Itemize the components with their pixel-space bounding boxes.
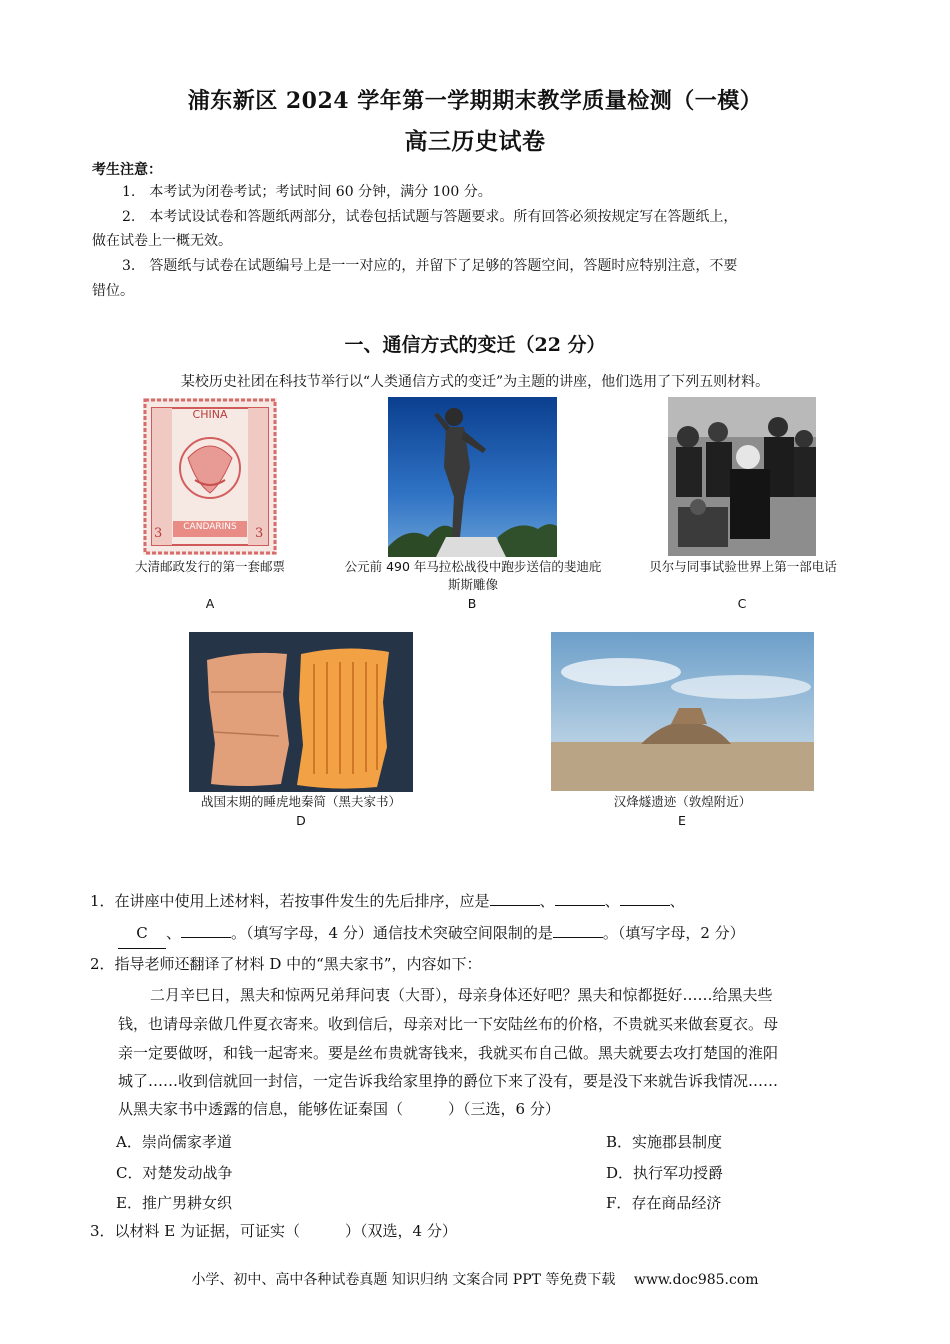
- question-1-sep: 、: [604, 892, 620, 910]
- note-item-3a: 3. 答题纸与试卷在试题编号上是一一对应的，并留下了足够的答题空间，答题时应特别注意，不要: [122, 258, 738, 274]
- option-e[interactable]: E．推广男耕女织: [116, 1194, 232, 1212]
- note-item-2a: 2. 本考试设试卷和答题纸两部分，试卷包括试题与答题要求。所有回答必须按规定写在答题纸上，: [122, 209, 738, 225]
- question-2-stem: 2．指导老师还翻译了材料 D 中的“黑夫家书”，内容如下：: [90, 955, 482, 973]
- answer-blank-2[interactable]: [555, 889, 605, 906]
- answer-blank-6[interactable]: [553, 921, 603, 938]
- stamp-bottom-text: CANDARINS: [183, 522, 237, 532]
- question-1-line1: [90, 886, 890, 916]
- question-2-letter-p4: 城了……收到信就回一封信，一定告诉我给家里挣的爵位下来了没有，要是没下来就告诉我情况……: [118, 1072, 779, 1090]
- notes-heading: 考生注意：: [92, 162, 162, 178]
- caption-d: 战国末期的睡虎地秦简（黑夫家书）: [200, 794, 401, 809]
- statue-image: [388, 397, 557, 557]
- note-item-3b: 错位。: [92, 283, 134, 299]
- caption-c: 贝尔与同事试验世界上第一部电话: [649, 559, 837, 574]
- note-item-1: 1. 本考试为闭卷考试；考试时间 60 分钟，满分 100 分。: [122, 184, 492, 200]
- answer-filled-c[interactable]: C: [118, 918, 166, 949]
- beacon-tower-image: [551, 632, 814, 791]
- question-2-letter-p2: 钱，也请母亲做几件夏衣寄来。收到信后，母亲对比一下安陆丝布的价格，不贵就买来做套夏衣。母: [118, 1015, 779, 1033]
- option-b[interactable]: B．实施郡县制度: [606, 1133, 723, 1151]
- letter-a: A: [205, 596, 215, 611]
- section-title: 一、通信方式的变迁（22 分）: [344, 334, 606, 356]
- letter-b: B: [467, 596, 477, 611]
- bamboo-slips-image: [189, 632, 413, 792]
- answer-blank-3[interactable]: [620, 889, 670, 906]
- question-3-stem: 3．以材料 E 为证据，可证实（ ）（双选，4 分）: [90, 1222, 457, 1240]
- caption-a: 大清邮政发行的第一套邮票: [134, 559, 285, 574]
- stamp-image: [143, 398, 277, 555]
- answer-blank-5[interactable]: [181, 921, 231, 938]
- question-1-sep: 、: [669, 892, 685, 910]
- caption-b-line1: 公元前 490 年马拉松战役中跑步送信的斐迪庇: [344, 559, 602, 574]
- stamp-number-right: 3: [255, 526, 264, 541]
- question-2-ask: 从黑夫家书中透露的信息，能够佐证秦国（ ）（三选，6 分）: [118, 1100, 560, 1118]
- option-a[interactable]: A．崇尚儒家孝道: [116, 1133, 232, 1151]
- footer-text: 小学、初中、高中各种试卷真题 知识归纳 文案合同 PPT 等免费下载 www.doc985.com: [191, 1272, 759, 1288]
- caption-b-line2: 斯斯雕像: [447, 577, 498, 592]
- question-1-sep: 、: [166, 924, 182, 942]
- answer-blank-1[interactable]: [490, 889, 540, 906]
- question-2-letter-p1: 二月辛巳日，黑夫和惊两兄弟拜问衷（大哥），母亲身体还好吧？黑夫和惊都挺好……给黑夫些: [150, 986, 773, 1004]
- question-1-stem: 1．在讲座中使用上述材料，若按事件发生的先后排序，应是: [90, 892, 490, 910]
- section-intro: 某校历史社团在科技节举行以“人类通信方式的变迁”为主题的讲座，他们选用了下列五则材料。: [180, 374, 770, 390]
- exam-title: 浦东新区 2024 学年第一学期期末教学质量检测（一模）: [187, 88, 763, 114]
- question-2-letter-p3: 亲一定要做呀，和钱一起寄来。要是丝布贵就寄钱来，我就买布自己做。黑夫就要去攻打楚国的淮阳: [118, 1044, 779, 1062]
- letter-c: C: [737, 596, 747, 611]
- option-f[interactable]: F．存在商品经济: [606, 1194, 722, 1212]
- note-item-2b: 做在试卷上一概无效。: [92, 233, 232, 249]
- question-1-end: 。（填写字母，2 分）: [602, 924, 745, 942]
- caption-e: 汉烽燧遗迹（敦煌附近）: [613, 794, 752, 809]
- question-1-mid: 。（填写字母，4 分）通信技术突破空间限制的是: [231, 924, 553, 942]
- option-d[interactable]: D．执行军功授爵: [606, 1164, 724, 1182]
- question-1-sep: 、: [539, 892, 555, 910]
- telephone-photo: [668, 397, 816, 556]
- stamp-number-left: 3: [154, 526, 163, 541]
- option-c[interactable]: C．对楚发动战争: [116, 1164, 233, 1182]
- question-1-line2: [118, 918, 918, 949]
- stamp-top-text: CHINA: [192, 408, 228, 421]
- letter-e: E: [678, 813, 686, 828]
- letter-d: D: [296, 813, 306, 828]
- exam-subtitle: 高三历史试卷: [404, 128, 546, 155]
